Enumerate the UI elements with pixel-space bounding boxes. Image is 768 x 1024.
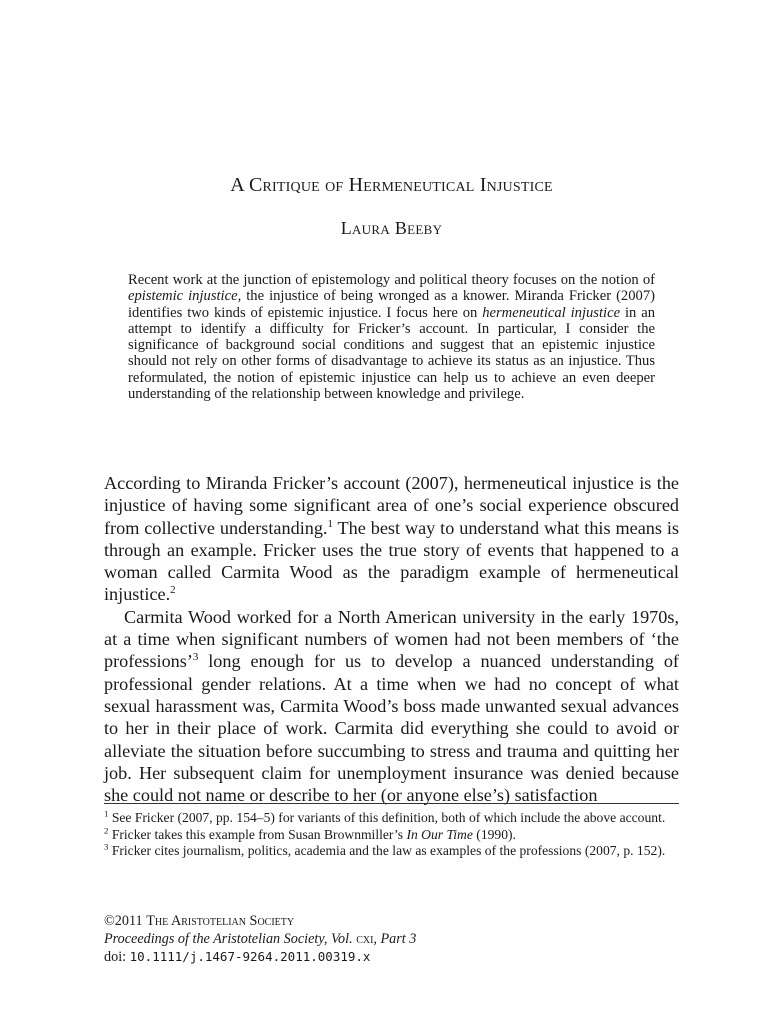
footnotes [104, 810, 679, 860]
paragraph-text: long enough for us to develop a nuanced understanding of professional gender relations. At a time when we had no concept of what sexual harassment was, Carmita Wood’s boss made unwanted sexual advances to her in their place of work. Carmita did everything she could to avoid or alleviate the situation before succumbing to stress and trauma and quitting her job. Her subsequent claim for unemployment insurance was denied because she could not name or describe to her (or anyone else’s) satisfaction [104, 651, 679, 806]
abstract-emphasis: hermeneutical injustice [482, 304, 621, 321]
doi-line [104, 948, 679, 966]
abstract-text: in an attempt to identify a difficulty for Fricker’s account. In particular, I consider the significance of background social conditions and suggest that an epistemic injustice should not rely on other forms of disadvantage to achieve its status as an injustice. Thus reformulated, the notion of epistemic injustice can help us to achieve an even deeper understanding of the relationship between knowledge and privilege. [128, 304, 655, 403]
footnote-marker: 3 [104, 841, 109, 852]
footnote [104, 810, 679, 827]
journal-part: , Part 3 [373, 931, 417, 947]
footnote-ref[interactable]: 3 [192, 651, 199, 664]
journal-name: Proceedings of the Aristotelian Society, Vol. [104, 931, 357, 947]
footnote-ref[interactable]: 1 [327, 517, 333, 530]
abstract-emphasis: epistemic injustice, [128, 288, 242, 305]
article-author: Laura Beeby [340, 218, 443, 238]
paragraph [104, 472, 679, 606]
footnote-title: In Our Time [406, 826, 473, 842]
footnote-rule [104, 803, 679, 804]
footnote-marker: 1 [104, 808, 109, 819]
paragraph-text: The best way to understand what this means is through an example. Fricker uses the true story of events that happened to a woman called Carmita Wood as the paradigm example of hermeneutical injustice. [104, 517, 679, 605]
footnote-text: See Fricker (2007, pp. 154–5) for variants of this definition, both of which include the above account. [108, 810, 666, 825]
footnote [104, 824, 679, 844]
paragraph [104, 606, 679, 807]
copyright-year: ©2011 [104, 913, 147, 929]
doi-label: doi: [104, 949, 130, 965]
abstract [128, 272, 655, 402]
article-title: A Critique of Hermeneutical Injustice [230, 174, 553, 196]
paper-page [104, 0, 679, 1024]
doi-link[interactable]: 10.1111/j.1467-9264.2011.00319.x [129, 949, 371, 964]
footnote [104, 843, 679, 860]
copyright-line [104, 912, 679, 930]
journal-volume: cxi [356, 931, 374, 947]
footnote-text: (1990). [472, 826, 516, 842]
footnote-text: Fricker takes this example from Susan Brownmiller’s [108, 826, 407, 842]
publication-info [104, 912, 679, 966]
paragraph-text: Carmita Wood worked for a North American university in the early 1970s, at a time when significant numbers of women had not been members of ‘the professions’ [104, 606, 679, 672]
journal-line [104, 930, 679, 948]
footnote-text: Fricker cites journalism, politics, academia and the law as examples of the professions (2007, p. 152). [108, 843, 666, 858]
society-name: The Aristotelian Society [146, 913, 295, 929]
footnote-ref[interactable]: 2 [170, 584, 176, 597]
footnote-marker: 2 [104, 824, 109, 835]
paragraph-text: According to Miranda Fricker’s account (2007), hermeneutical injustice is the injustice of having some significant area of one’s social experience obscured from collective understanding. [104, 473, 679, 538]
abstract-text: the injustice of being wronged as a knower. Miranda Fricker (2007) identifies two kinds of epistemic injustice. I focus here on [128, 288, 655, 321]
abstract-text: Recent work at the junction of epistemology and political theory focuses on the notion of [128, 272, 655, 288]
body-text [104, 472, 679, 806]
